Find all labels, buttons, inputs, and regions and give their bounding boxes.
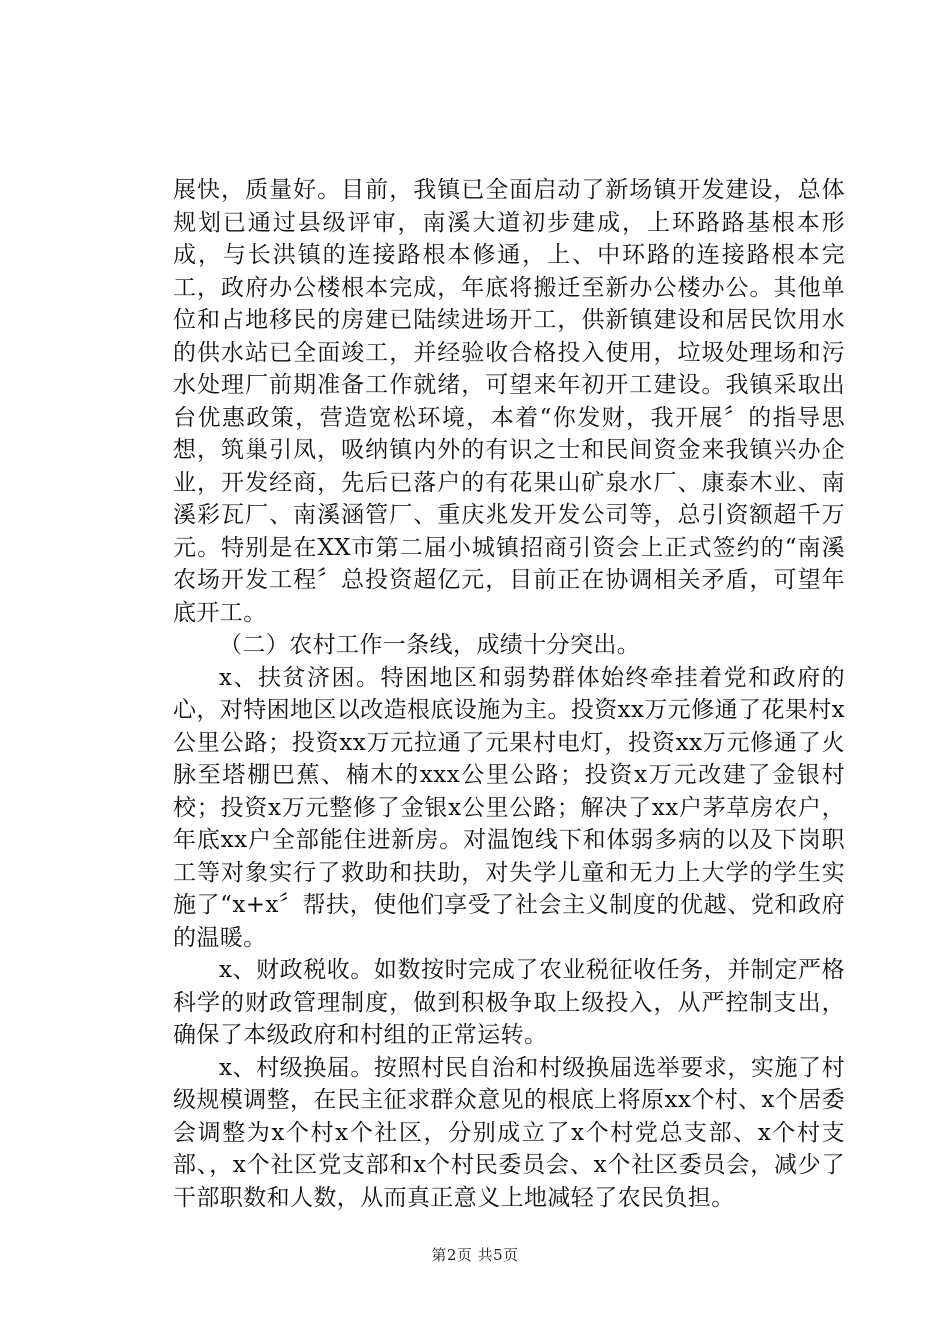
paragraph-poverty-relief: x、扶贫济困。特困地区和弱势群体始终牵挂着党和政府的心，对特困地区以改造根底设施为主。投资xx万元修通了花果村x公里公路；投资xx万元拉通了元果村电灯，投资xx万元修通了火脉至塔棚巴蕉、楠木的xxx公里公路；投资x万元改建了金银村校；投资x万元整修了金银x公里公路；解决了xx户茅草房农户，年底xx户全部能住进新房。对温饱线下和体弱多病的以及下岗职工等对象实行了救助和扶助，对失学儿童和无力上大学的学生实施了“x+x〞帮扶，使他们享受了社会主义制度的优越、党和政府的温暖。 [173,664,845,951]
page-footer: 第2页 共5页 [431,1246,519,1264]
section-heading-2: （二）农村工作一条线，成绩十分突出。 [219,632,641,658]
body-text [173,174,845,1214]
paragraph-1: 展快，质量好。目前，我镇已全面启动了新场镇开发建设，总体规划已通过县级评审，南溪大道初步建成，上环路路基根本形成，与长洪镇的连接路根本修通，上、中环路的连接路根本完工，政府办公楼根本完成，年底将搬迁至新办公楼办公。其他单位和占地移民的房建已陆续进场开工，供新镇建设和居民饮用水的供水站已全面竣工，并经验收合格投入使用，垃圾处理场和污水处理厂前期准备工作就绪，可望来年初开工建设。我镇采取出台优惠政策，营造宽松环境，本着“你发财，我开展〞的指导思想，筑巢引凤，吸纳镇内外的有识之士和民间资金来我镇兴办企业，开发经商，先后已落户的有花果山矿泉水厂、康泰木业、南溪彩瓦厂、南溪涵管厂、重庆兆发开发公司等，总引资额超千万元。特别是在XX市第二届小城镇招商引资会上正式签约的“南溪农场开发工程〞总投资超亿元，目前正在协调相关矛盾，可望年底开工。 [173,177,845,626]
paragraph-village-election: x、村级换届。按照村民自治和村级换届选举要求，实施了村级规模调整，在民主征求群众意见的根底上将原xx个村、x个居委会调整为x个村x个社区，分别成立了x个村党总支部、x个村支部、，x个社区党支部和x个村民委员会、x个社区委员会，减少了干部职数和人数，从而真正意义上地减轻了农民负担。 [173,1054,845,1211]
paragraph-finance-tax: x、财政税收。如数按时完成了农业税征收任务，并制定严格科学的财政管理制度，做到积极争取上级投入，从严控制支出，确保了本级政府和村组的正常运转。 [173,957,845,1048]
